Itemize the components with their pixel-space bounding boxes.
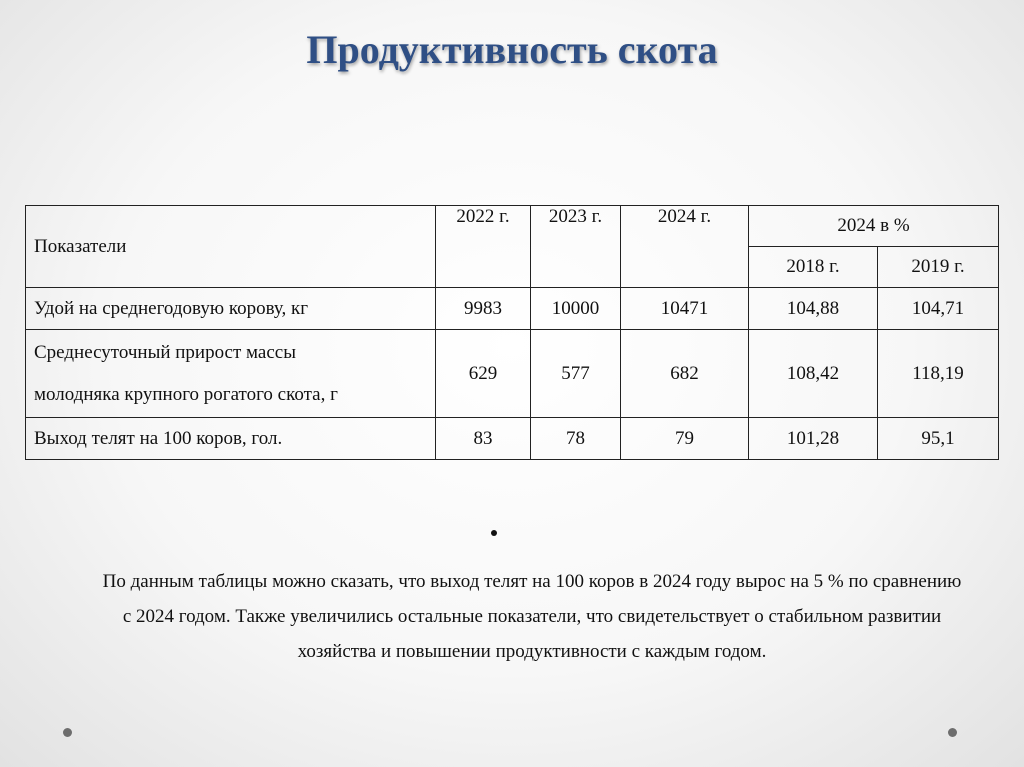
- table-header-row: [26, 206, 999, 247]
- cell-2022: 83: [436, 418, 531, 460]
- slide-corner-dot-icon: [63, 728, 72, 737]
- slide-corner-dot-icon: [948, 728, 957, 737]
- cell-2023: 78: [531, 418, 621, 460]
- cell-pct-2018: 104,88: [749, 288, 878, 330]
- row-label: Удой на среднегодовую корову, кг: [26, 288, 436, 330]
- cell-pct-2019: 95,1: [878, 418, 999, 460]
- table-row: [26, 418, 999, 460]
- cell-pct-2019: 118,19: [878, 330, 999, 418]
- conclusion-paragraph: По данным таблицы можно сказать, что выход телят на 100 коров в 2024 году вырос на 5 % по сравнению с 2024 годом. Также увеличились остальные показатели, что свидетельствует о стабильном развитии хозяйства и повышении продуктивности с каждым годом.: [102, 571, 962, 662]
- cell-2024: 79: [621, 418, 749, 460]
- header-2022: 2022 г.: [436, 206, 531, 288]
- table-row: [26, 288, 999, 330]
- table-row: [26, 330, 999, 418]
- subheader-2019: 2019 г.: [878, 247, 999, 288]
- row-label-line1: Среднесуточный прирост массы: [34, 341, 297, 363]
- cell-pct-2018: 108,42: [749, 330, 878, 418]
- header-2024: 2024 г.: [621, 206, 749, 288]
- row-label: Выход телят на 100 коров, гол.: [26, 418, 436, 460]
- cell-pct-2019: 104,71: [878, 288, 999, 330]
- subheader-2018: 2018 г.: [749, 247, 878, 288]
- cell-pct-2018: 101,28: [749, 418, 878, 460]
- bullet-dot-icon: [491, 530, 497, 536]
- cell-2024: 10471: [621, 288, 749, 330]
- header-indicators: Показатели: [26, 206, 436, 288]
- row-label: [26, 330, 436, 418]
- cell-2022: 9983: [436, 288, 531, 330]
- cell-2024: 682: [621, 330, 749, 418]
- productivity-table: [25, 205, 999, 460]
- header-2024-percent: 2024 в %: [749, 206, 999, 247]
- cell-2023: 577: [531, 330, 621, 418]
- cell-2023: 10000: [531, 288, 621, 330]
- cell-2022: 629: [436, 330, 531, 418]
- header-2023: 2023 г.: [531, 206, 621, 288]
- row-label-line2: молодняка крупного рогатого скота, г: [34, 383, 338, 405]
- slide-title: Продуктивность скота: [306, 27, 718, 72]
